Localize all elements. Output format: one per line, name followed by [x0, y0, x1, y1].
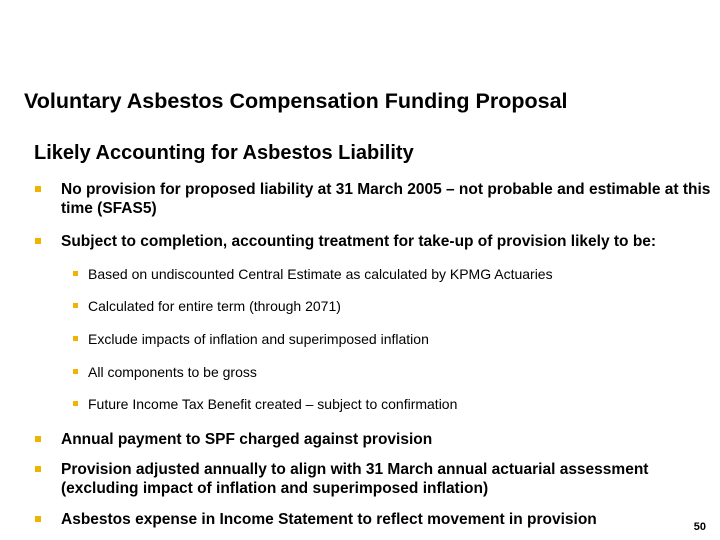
bullet-item: [61, 180, 711, 218]
square-bullet-icon: [73, 336, 78, 341]
sub-bullet-item: [88, 265, 688, 283]
bullet-text: Subject to completion, accounting treatment for take-up of provision likely to be:: [61, 233, 657, 250]
square-bullet-icon: [35, 238, 41, 244]
sub-bullet-item: [88, 363, 688, 381]
bullet-item: [61, 510, 711, 529]
square-bullet-icon: [73, 303, 78, 308]
bullet-item: [61, 430, 711, 449]
sub-bullet-text: Calculated for entire term (through 2071): [88, 298, 341, 314]
square-bullet-icon: [73, 401, 78, 406]
slide-title: Voluntary Asbestos Compensation Funding Proposal: [24, 89, 568, 113]
square-bullet-icon: [35, 436, 41, 442]
sub-bullet-item: [88, 330, 688, 348]
page-number: 50: [693, 521, 706, 533]
sub-bullet-text: All components to be gross: [88, 364, 257, 380]
bullet-text: Annual payment to SPF charged against provision: [61, 431, 433, 448]
square-bullet-icon: [35, 186, 41, 192]
sub-bullet-text: Based on undiscounted Central Estimate as calculated by KPMG Actuaries: [88, 266, 553, 282]
sub-bullet-text: Exclude impacts of inflation and superimposed inflation: [88, 331, 429, 347]
square-bullet-icon: [73, 369, 78, 374]
bullet-item: [61, 232, 711, 251]
bullet-text: Provision adjusted annually to align with 31 March annual actuarial assessment (excluding impact of inflation and superimposed inflation): [61, 461, 649, 497]
sub-bullet-text: Future Income Tax Benefit created – subject to confirmation: [88, 396, 458, 412]
slide-subtitle: Likely Accounting for Asbestos Liability: [34, 142, 414, 164]
square-bullet-icon: [35, 466, 41, 472]
sub-bullet-item: [88, 395, 688, 413]
square-bullet-icon: [73, 271, 78, 276]
bullet-item: [61, 460, 711, 498]
bullet-text: No provision for proposed liability at 31 March 2005 – not probable and estimable at this time (SFAS5): [61, 181, 711, 217]
bullet-text: Asbestos expense in Income Statement to reflect movement in provision: [61, 511, 597, 528]
square-bullet-icon: [35, 516, 41, 522]
sub-bullet-item: [88, 297, 688, 315]
